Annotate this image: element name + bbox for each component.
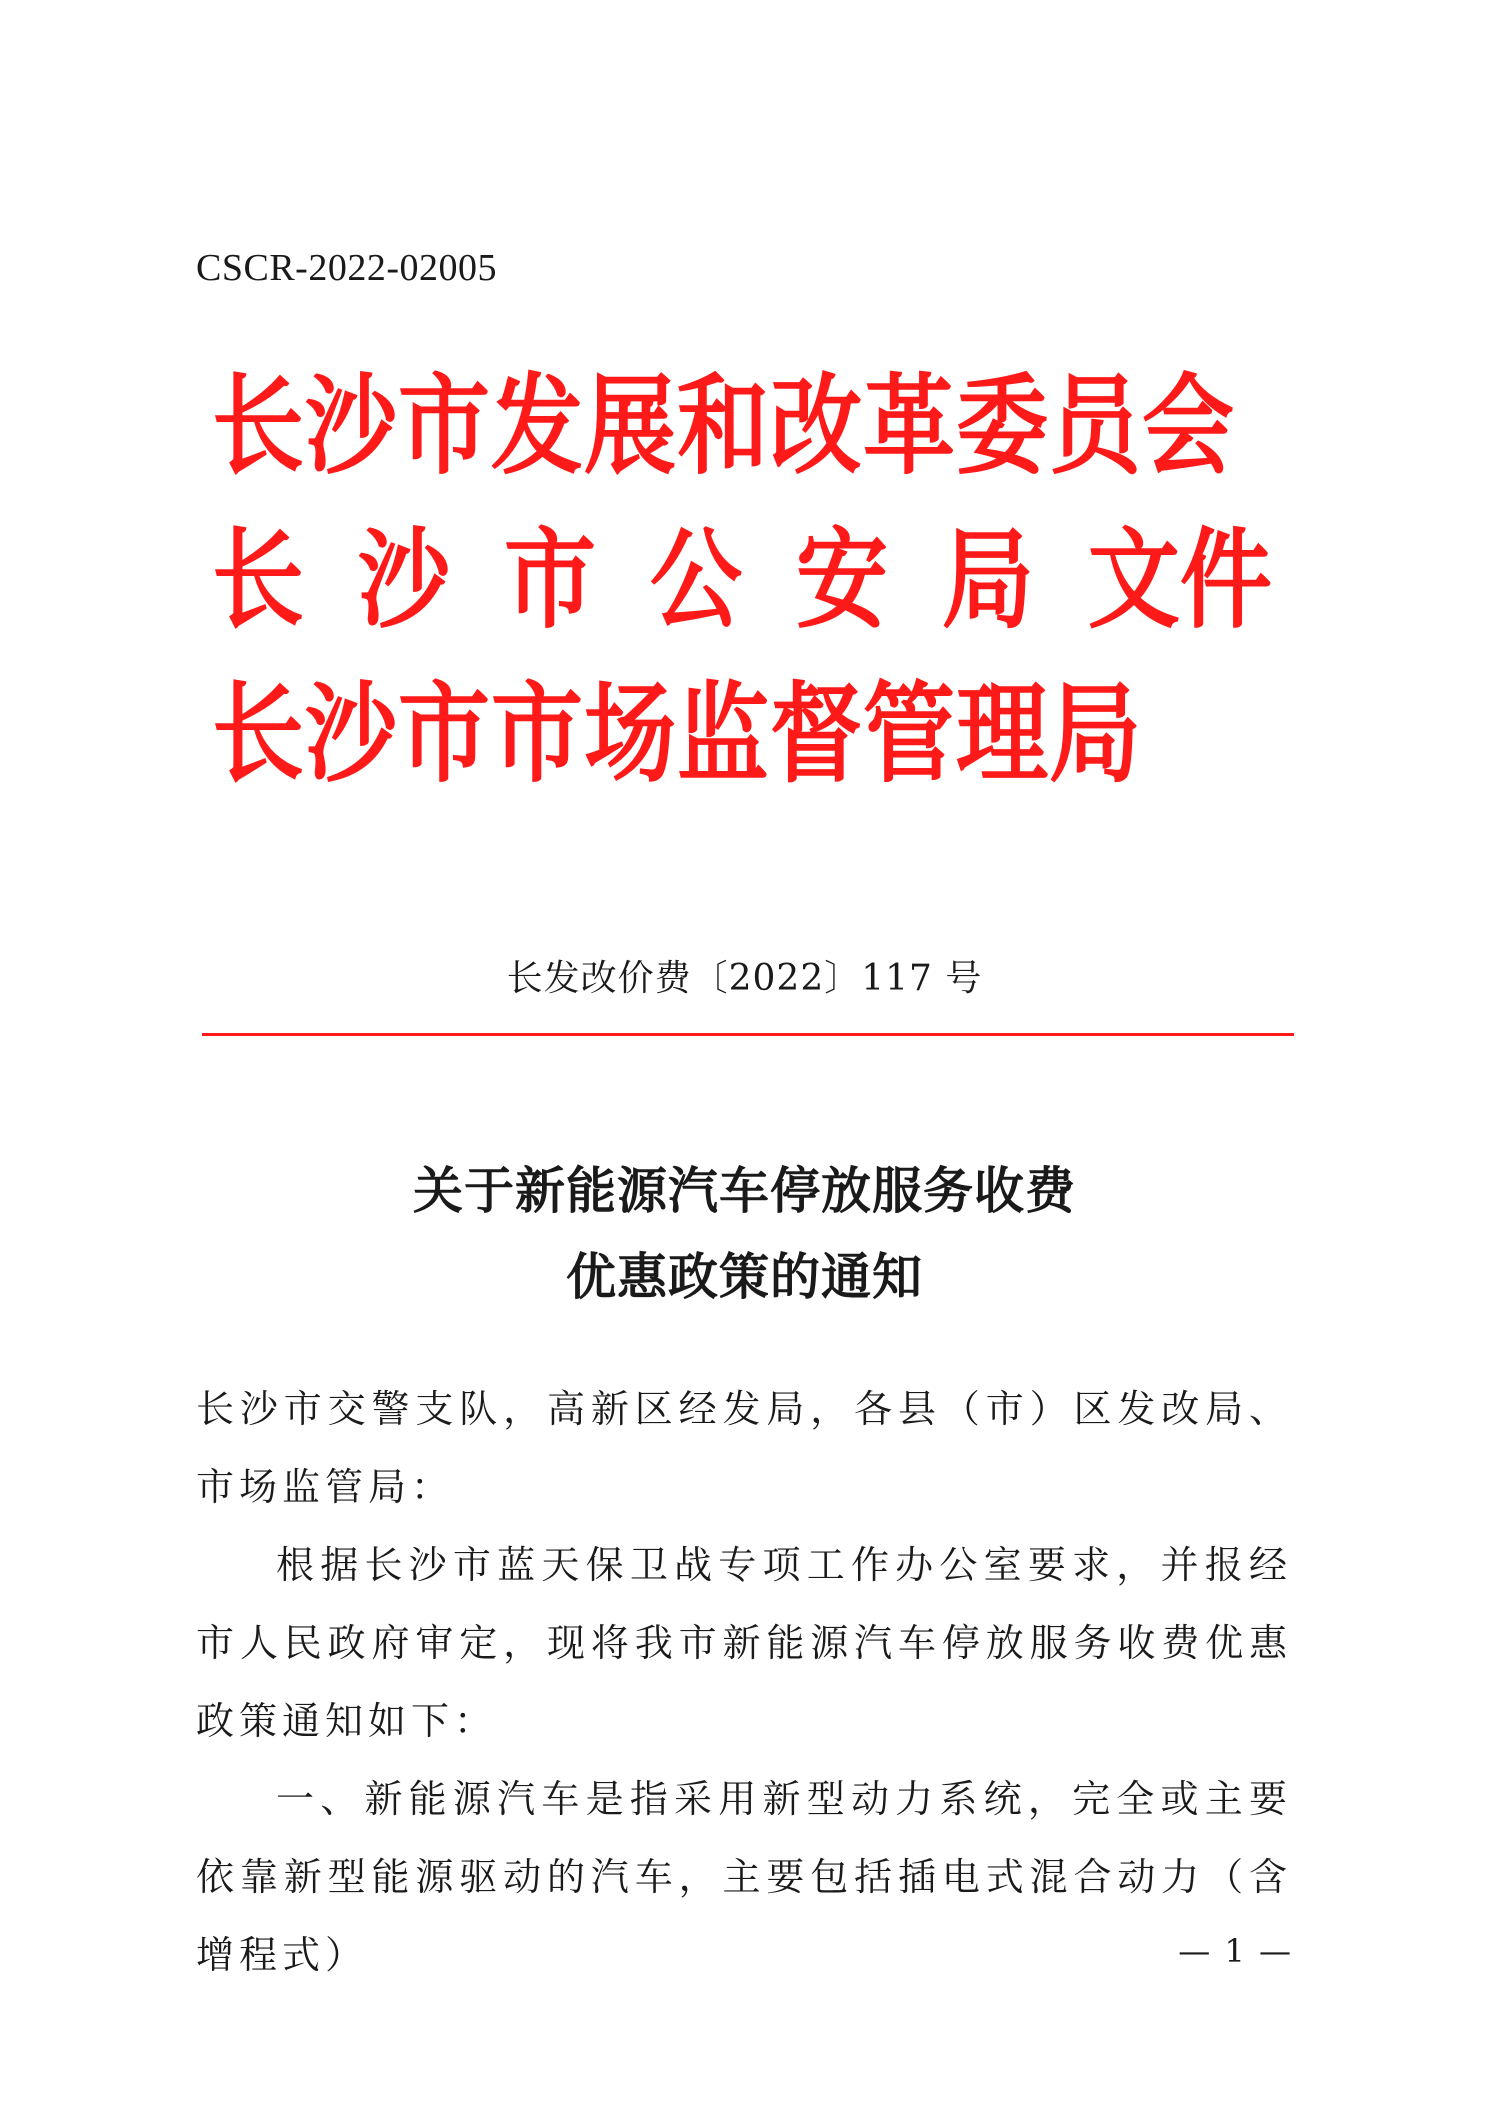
issuing-authority-header: [212, 350, 1272, 812]
addressee-paragraph: 长沙市交警支队，高新区经发局，各县（市）区发改局、市场监管局：: [196, 1387, 1292, 1509]
body-paragraph: 根据长沙市蓝天保卫战专项工作办公室要求，并报经市人民政府审定，现将我市新能源汽车停放服务收费优惠政策通知如下：: [196, 1543, 1292, 1743]
document-code: CSCR-2022-02005: [196, 247, 497, 289]
body-paragraph: 一、新能源汽车是指采用新型动力系统，完全或主要依靠新型能源驱动的汽车，主要包括插电式混合动力（含增程式）: [196, 1777, 1292, 1977]
header-char: 市: [503, 517, 596, 644]
document-number: 长发改价费〔2022〕117 号: [506, 958, 983, 999]
header-char: 公: [649, 517, 742, 644]
header-line-development-reform: 长沙市发展和改革委员会: [212, 363, 1236, 490]
header-char: 长: [212, 517, 305, 644]
header-line-market-supervision: 长沙市市场监督管理局: [212, 671, 1143, 798]
header-char: 局: [941, 517, 1034, 644]
page-number: — 1 —: [1178, 1932, 1293, 1970]
red-divider-rule: [202, 1033, 1294, 1036]
title-line-2: 优惠政策的通知: [566, 1248, 923, 1306]
document-title: [0, 1148, 1489, 1320]
title-line-1: 关于新能源汽车停放服务收费: [413, 1162, 1076, 1220]
header-char: 安: [795, 517, 888, 644]
document-body: [196, 1370, 1292, 1994]
header-char: 沙: [357, 517, 450, 644]
header-char: 文件: [1087, 517, 1272, 644]
